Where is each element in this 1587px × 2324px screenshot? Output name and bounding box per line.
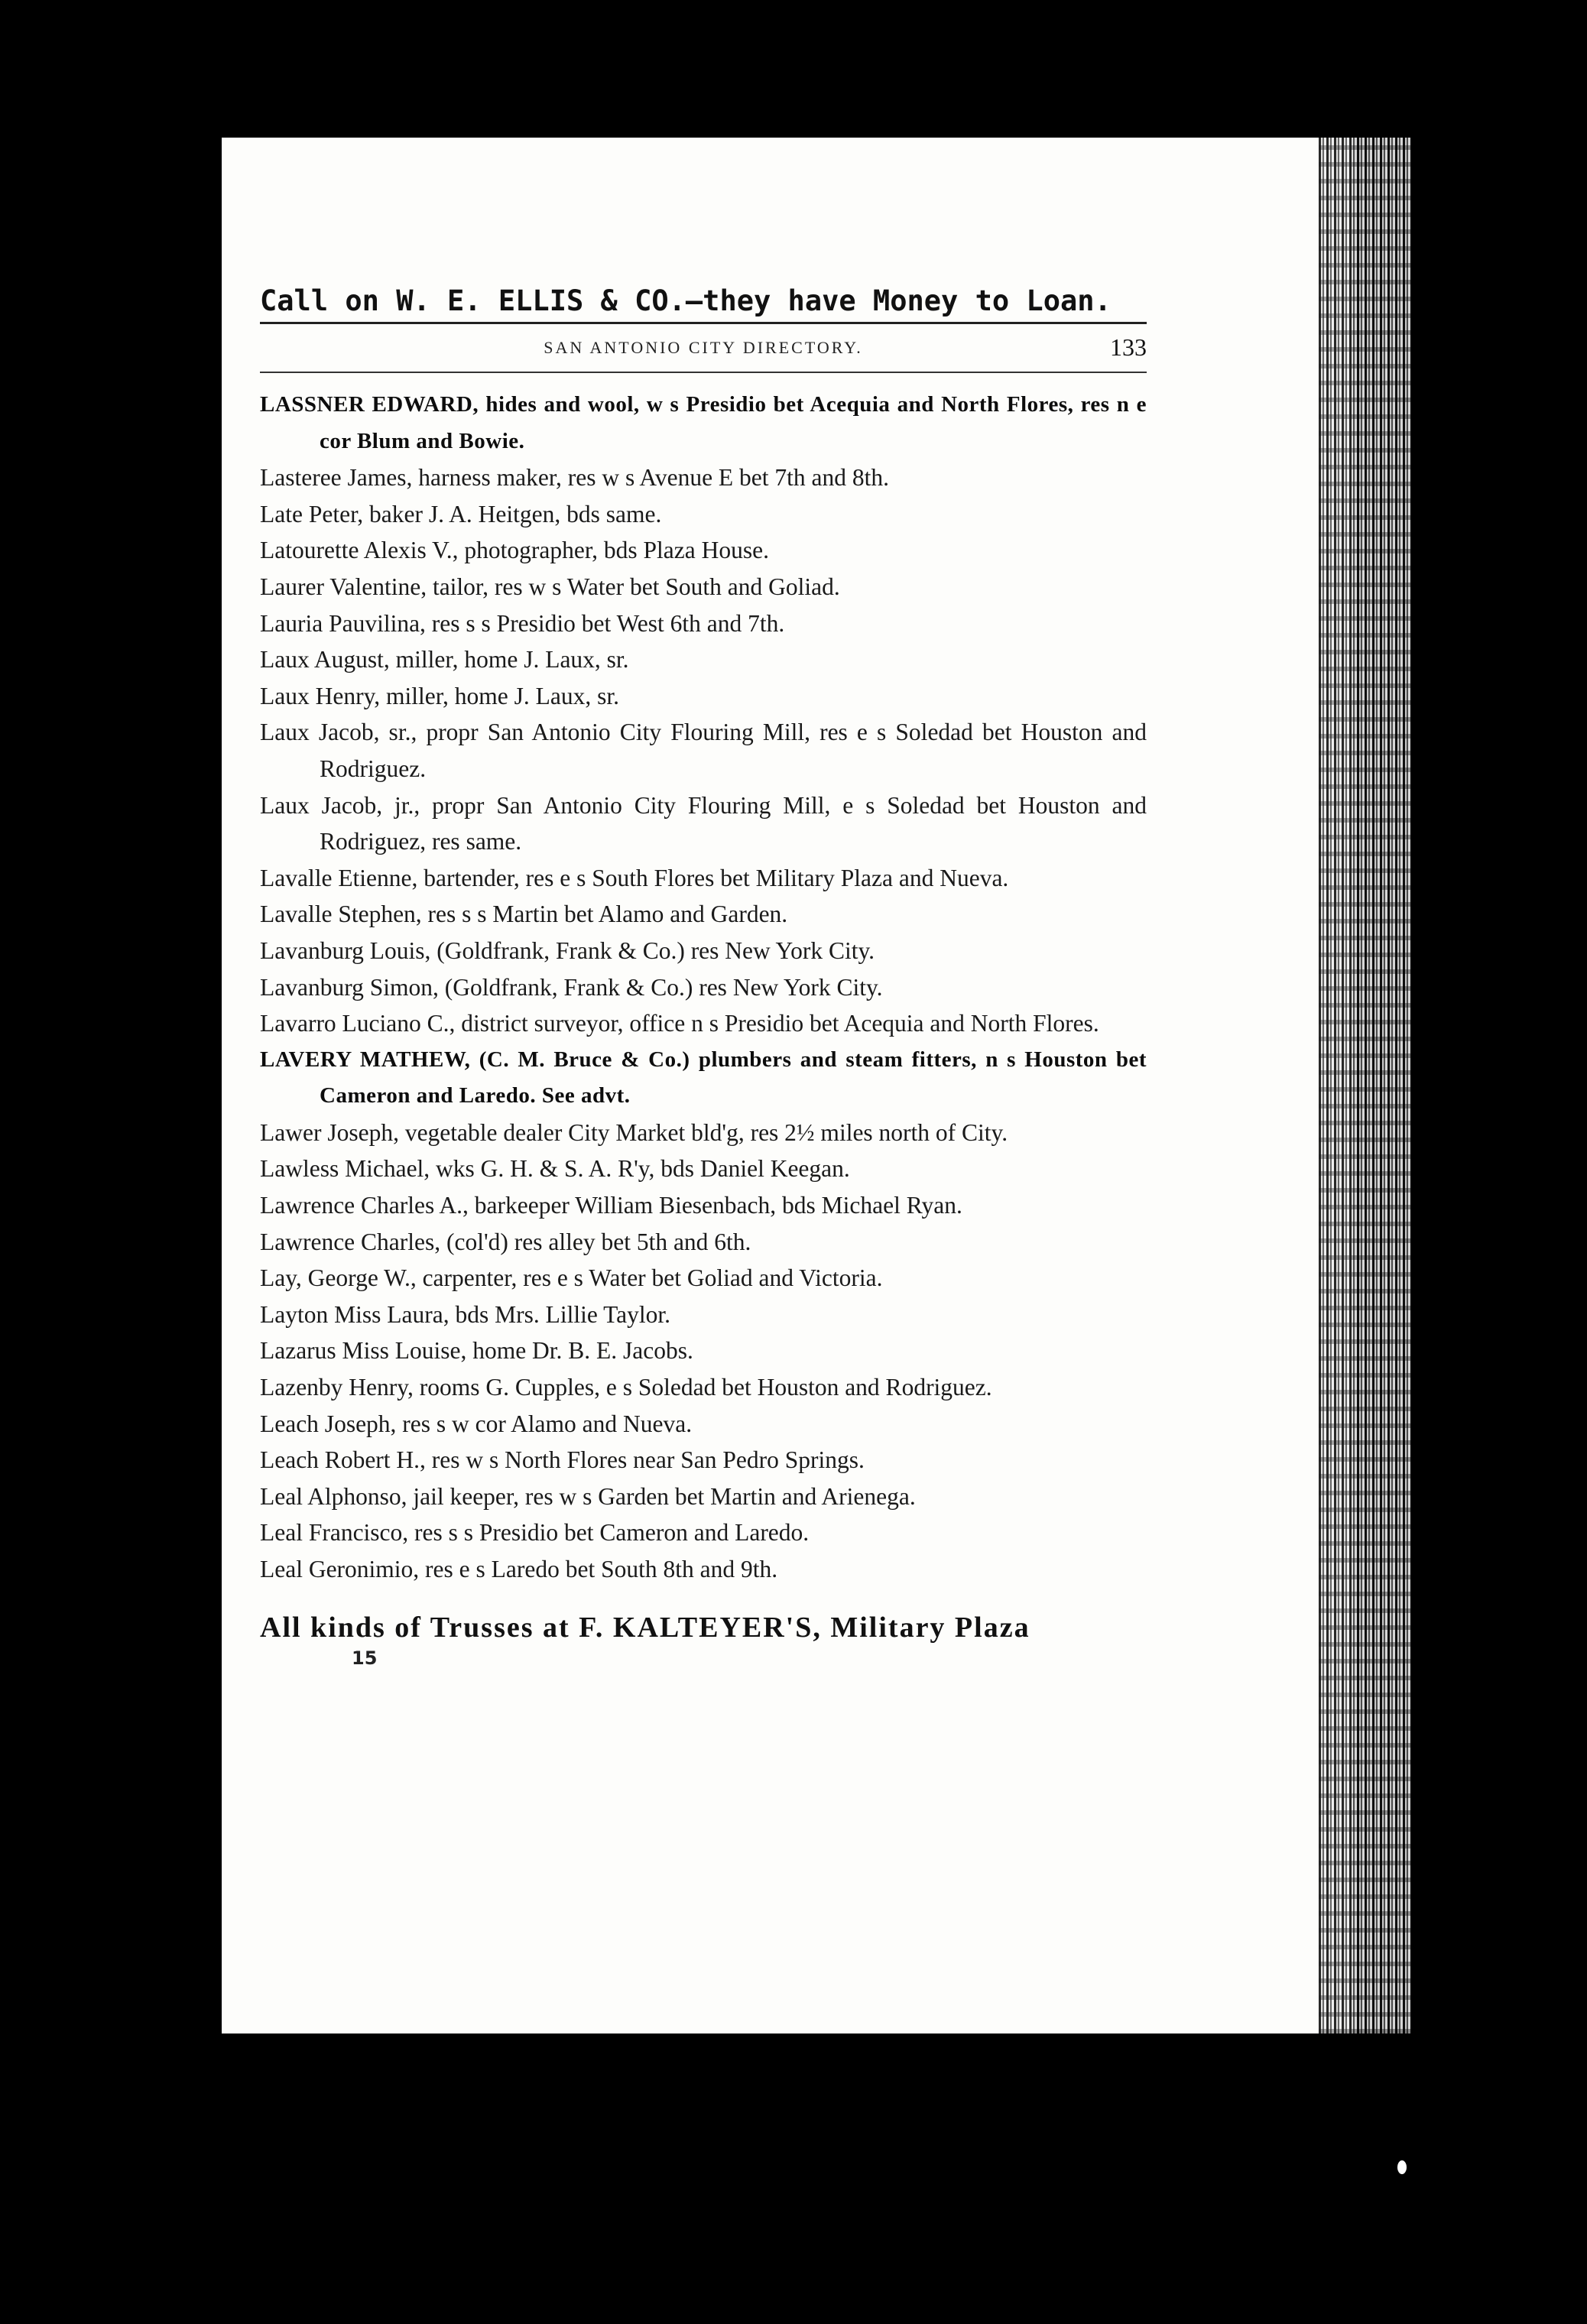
directory-entry: LASSNER EDWARD, hides and wool, w s Presidio bet Acequia and North Flores, res n e cor Blum and Bowie. bbox=[260, 392, 1147, 453]
directory-entry: Lasteree James, harness maker, res w s Avenue E bet 7th and 8th. bbox=[260, 464, 890, 492]
directory-entry: Lavalle Etienne, bartender, res e s South Flores bet Military Plaza and Nueva. bbox=[260, 864, 1009, 891]
directory-entry: Laux Henry, miller, home J. Laux, sr. bbox=[260, 682, 619, 709]
directory-entry: Laux August, miller, home J. Laux, sr. bbox=[260, 646, 629, 674]
directory-entry: Lawrence Charles, (col'd) res alley bet 5th and 6th. bbox=[260, 1228, 751, 1255]
directory-entry: Lauria Pauvilina, res s s Presidio bet West 6th and 7th. bbox=[260, 609, 785, 637]
directory-entry: Laux Jacob, jr., propr San Antonio City Flouring Mill, e s Soledad bet Houston and Rodriguez, res same. bbox=[260, 791, 1147, 855]
directory-entry: Layton Miss Laura, bds Mrs. Lillie Taylor. bbox=[260, 1300, 671, 1328]
directory-entry: Lawless Michael, wks G. H. & S. A. R'y, bds Daniel Keegan. bbox=[260, 1155, 850, 1183]
directory-entry: Lavanburg Simon, (Goldfrank, Frank & Co.) res New York City. bbox=[260, 973, 883, 1001]
directory-entry: Lay, George W., carpenter, res e s Water bet Goliad and Victoria. bbox=[260, 1264, 883, 1292]
directory-entry: Leach Joseph, res s w cor Alamo and Nueva. bbox=[260, 1410, 693, 1437]
directory-entry: LAVERY MATHEW, (C. M. Bruce & Co.) plumbers and steam fitters, n s Houston bet Cameron and Laredo. See advt. bbox=[260, 1047, 1147, 1108]
running-head-title: SAN ANTONIO CITY DIRECTORY. bbox=[544, 338, 863, 357]
running-header bbox=[260, 324, 1147, 373]
directory-entry: Leal Alphonso, jail keeper, res w s Garden bet Martin and Arienega. bbox=[260, 1482, 916, 1510]
directory-entry: Lawer Joseph, vegetable dealer City Market bld'g, res 2½ miles north of City. bbox=[260, 1118, 1008, 1146]
directory-entry: Laurer Valentine, tailor, res w s Water bet South and Goliad. bbox=[260, 573, 840, 600]
directory-entry: Lavalle Stephen, res s s Martin bet Alamo and Garden. bbox=[260, 901, 788, 928]
directory-entry: Leach Robert H., res w s North Flores near San Pedro Springs. bbox=[260, 1446, 865, 1474]
directory-entry: Lazarus Miss Louise, home Dr. B. E. Jacobs. bbox=[260, 1337, 693, 1365]
directory-entry: Lawrence Charles A., barkeeper William Biesenbach, bds Michael Ryan. bbox=[260, 1192, 962, 1219]
signature-mark: 15 bbox=[352, 1647, 378, 1669]
page-content bbox=[260, 284, 1147, 1669]
directory-entry: Laux Jacob, sr., propr San Antonio City Flouring Mill, res e s Soledad bet Houston and Rodriguez. bbox=[260, 719, 1147, 782]
directory-entries bbox=[260, 387, 1147, 1588]
directory-entry: Latourette Alexis V., photographer, bds Plaza House. bbox=[260, 537, 769, 564]
top-advertisement-banner: Call on W. E. ELLIS & CO.—they have Money to Loan. bbox=[260, 284, 1147, 324]
directory-entry: Lavarro Luciano C., district surveyor, office n s Presidio bet Acequia and North Flores. bbox=[260, 1010, 1099, 1037]
page-number: 133 bbox=[1110, 333, 1147, 361]
directory-entry: Leal Francisco, res s s Presidio bet Cameron and Laredo. bbox=[260, 1519, 810, 1547]
directory-entry: Lavanburg Louis, (Goldfrank, Frank & Co.) res New York City. bbox=[260, 936, 875, 964]
directory-entry: Leal Geronimio, res e s Laredo bet South 8th and 9th. bbox=[260, 1556, 778, 1582]
directory-entry: Late Peter, baker J. A. Heitgen, bds same. bbox=[260, 500, 662, 527]
page-edge-stack bbox=[1319, 138, 1410, 2034]
bottom-advertisement-banner: All kinds of Trusses at F. KALTEYER'S, Military Plaza bbox=[260, 1611, 1030, 1644]
directory-entry: Lazenby Henry, rooms G. Cupples, e s Soledad bet Houston and Rodriguez. bbox=[260, 1374, 992, 1401]
scan-speck bbox=[1397, 2160, 1407, 2174]
